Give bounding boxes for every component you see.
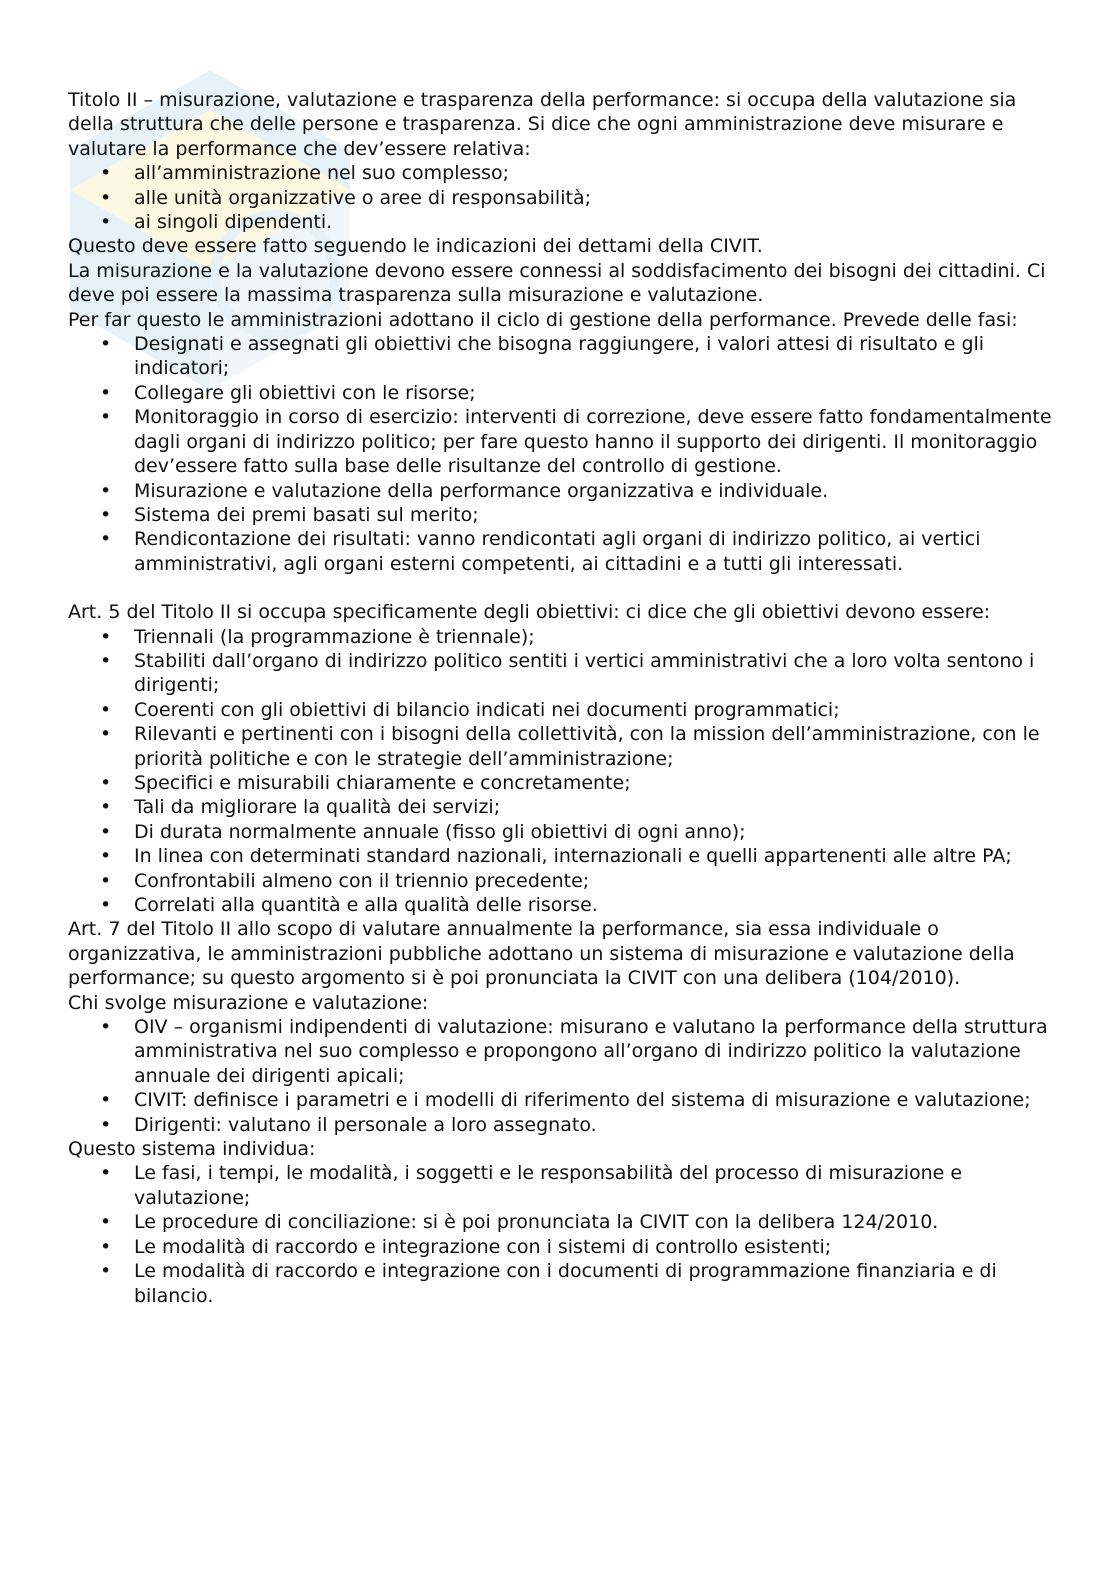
list-item: • Tali da migliorare la qualità dei servizi; xyxy=(68,795,1058,819)
list-item: • Correlati alla quantità e alla qualità delle risorse. xyxy=(68,893,1058,917)
list-fasi xyxy=(68,332,1058,576)
list-item: • Rilevanti e pertinenti con i bisogni della collettività, con la mission dell’amministrazione, con le priorità politiche e con le strategie dell’amministrazione; xyxy=(68,722,1058,771)
list-item: • ai singoli dipendenti. xyxy=(68,210,1058,234)
paragraph-sistema-individua: Questo sistema individua: xyxy=(68,1138,316,1161)
list-item: • Sistema dei premi basati sul merito; xyxy=(68,503,1058,527)
paragraph-titolo-ii: Titolo II – misurazione, valutazione e trasparenza della performance: si occupa della valutazione sia della struttura che delle persone e trasparenza. Si dice che ogni amministrazione deve misurare e valutare la performance che dev’essere relativa: xyxy=(68,89,1017,160)
list-item: • CIVIT: definisce i parametri e i modelli di riferimento del sistema di misurazione e valutazione; xyxy=(68,1088,1058,1112)
list-performance-relativa xyxy=(68,161,1058,234)
paragraph-art-7: Art. 7 del Titolo II allo scopo di valutare annualmente la performance, sia essa individuale o organizzativa, le amministrazioni pubbliche adottano un sistema di misurazione e valutazione della performance; su questo argomento si è poi pronunciata la CIVIT con una delibera (104/2010). xyxy=(68,918,1015,990)
list-item: • Le procedure di conciliazione: si è poi pronunciata la CIVIT con la delibera 124/2010. xyxy=(68,1210,1058,1234)
paragraph-art-5: Art. 5 del Titolo II si occupa specificamente degli obiettivi: ci dice che gli obiettivi devono essere: xyxy=(68,601,991,624)
list-item: • Designati e assegnati gli obiettivi che bisogna raggiungere, i valori attesi di risultato e gli indicatori; xyxy=(68,332,1058,381)
list-item: • OIV – organismi indipendenti di valutazione: misurano e valutano la performance della struttura amministrativa nel suo complesso e propongono all’organo di indirizzo politico la valutazione annuale dei dirigenti apicali; xyxy=(68,1015,1058,1088)
list-item: • Le modalità di raccordo e integrazione con i sistemi di controllo esistenti; xyxy=(68,1235,1058,1259)
list-sistema xyxy=(68,1161,1058,1307)
list-item: • Monitoraggio in corso di esercizio: interventi di correzione, deve essere fatto fondamentalmente dagli organi di indirizzo politico; per fare questo hanno il supporto dei dirigenti. Il monitoraggio dev’essere fatto sulla base delle risultanze del controllo di gestione. xyxy=(68,405,1058,478)
list-item: • Misurazione e valutazione della performance organizzativa e individuale. xyxy=(68,479,1058,503)
list-item: • Triennali (la programmazione è triennale); xyxy=(68,625,1058,649)
list-soggetti xyxy=(68,1015,1058,1137)
list-item: • In linea con determinati standard nazionali, internazionali e quelli appartenenti alle altre PA; xyxy=(68,844,1058,868)
list-item: • Dirigenti: valutano il personale a loro assegnato. xyxy=(68,1113,1058,1137)
list-item: • Stabiliti dall’organo di indirizzo politico sentiti i vertici amministrativi che a loro volta sentono i dirigenti; xyxy=(68,649,1058,698)
list-item: • alle unità organizzative o aree di responsabilità; xyxy=(68,186,1058,210)
paragraph-chi-svolge: Chi svolge misurazione e valutazione: xyxy=(68,991,429,1014)
paragraph-ciclo-gestione: Per far questo le amministrazioni adottano il ciclo di gestione della performance. Prevede delle fasi: xyxy=(68,308,1018,331)
paragraph-civit: Questo deve essere fatto seguendo le indicazioni dei dettami della CIVIT. xyxy=(68,235,763,258)
list-item: • Specifici e misurabili chiaramente e concretamente; xyxy=(68,771,1058,795)
list-item: • Confrontabili almeno con il triennio precedente; xyxy=(68,869,1058,893)
paragraph-misurazione: La misurazione e la valutazione devono essere connessi al soddisfacimento dei bisogni dei cittadini. Ci deve poi essere la massima trasparenza sulla misurazione e valutazione. xyxy=(68,259,1046,307)
list-item: • Coerenti con gli obiettivi di bilancio indicati nei documenti programmatici; xyxy=(68,698,1058,722)
document-page xyxy=(68,88,1058,1308)
list-item: • Le modalità di raccordo e integrazione con i documenti di programmazione finanziaria e di bilancio. xyxy=(68,1259,1058,1308)
list-item: • Di durata normalmente annuale (fisso gli obiettivi di ogni anno); xyxy=(68,820,1058,844)
list-item: • Le fasi, i tempi, le modalità, i soggetti e le responsabilità del processo di misurazione e valutazione; xyxy=(68,1161,1058,1210)
list-item: • Collegare gli obiettivi con le risorse; xyxy=(68,381,1058,405)
paragraph-spacer xyxy=(68,576,1058,600)
list-item: • Rendicontazione dei risultati: vanno rendicontati agli organi di indirizzo politico, ai vertici amministrativi, agli organi esterni competenti, ai cittadini e a tutti gli interessati. xyxy=(68,527,1058,576)
list-item: • all’amministrazione nel suo complesso; xyxy=(68,161,1058,185)
list-obiettivi xyxy=(68,625,1058,918)
